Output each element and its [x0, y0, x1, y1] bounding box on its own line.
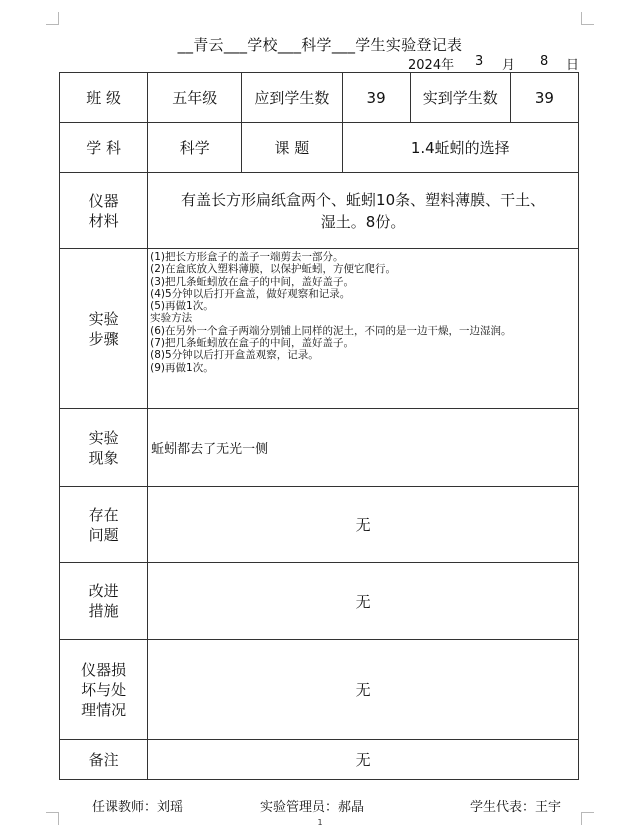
problems-label: [60, 487, 148, 563]
date-month-unit: 月: [502, 58, 516, 73]
label-line: 实验: [88, 428, 119, 447]
date-day: 8: [540, 54, 549, 69]
label-line: 存在: [88, 505, 119, 524]
step-item: (9)再做1次。: [150, 361, 214, 374]
step-item: 实验方法: [150, 312, 193, 325]
label-line: 步骤: [88, 329, 119, 348]
lab-admin-signature: 实验管理员：郝晶: [260, 800, 365, 815]
damage-value: 无: [148, 640, 579, 740]
materials-line: 有盖长方形扁纸盒两个、蚯蚓10条、塑料薄膜、干土、: [181, 190, 546, 209]
table-row: [60, 487, 579, 563]
materials-line: 湿土。8份。: [320, 212, 406, 231]
step-item: (6)在另外一个盒子两端分别铺上同样的泥土，不同的是一边干燥，一边湿润。: [150, 324, 512, 337]
label-line: 坏与处: [81, 680, 127, 699]
class-label: 班 级: [60, 73, 148, 123]
table-row: [60, 73, 579, 123]
improvements-value: 无: [148, 563, 579, 640]
label-line: 改进: [88, 582, 119, 600]
table-row: [60, 640, 579, 740]
step-item: (3)把几条蚯蚓放在盒子的中间，盖好盖子。: [150, 275, 355, 288]
label-line: 问题: [88, 525, 119, 544]
table-row: [60, 563, 579, 640]
steps-value: [148, 249, 579, 409]
experiment-record-table: [59, 72, 579, 780]
phenomenon-label: [60, 409, 148, 487]
subject-label: 学 科: [60, 123, 148, 173]
materials-value: [148, 173, 579, 249]
materials-label: [60, 173, 148, 249]
remarks-label: 备注: [60, 740, 148, 780]
phenomenon-value: 蚯蚓都去了无光一侧: [148, 409, 579, 487]
date-day-unit: 日: [566, 58, 580, 73]
table-row: [60, 123, 579, 173]
class-value: 五年级: [148, 73, 242, 123]
step-item: (4)5分钟以后打开盒盖，做好观察和记录。: [150, 287, 351, 300]
label-line: 仪器损: [81, 660, 127, 679]
table-row: [60, 409, 579, 487]
page-corner-mark: [581, 12, 594, 25]
table-row: [60, 173, 579, 249]
step-item: (2)在盒底放入塑料薄膜，以保护蚯蚓，方便它爬行。: [150, 263, 397, 276]
subject-value: 科学: [148, 123, 242, 173]
problems-value: 无: [148, 487, 579, 563]
table-row: [60, 249, 579, 409]
table-row: [60, 740, 579, 780]
topic-label: 课 题: [242, 123, 342, 173]
page-number: 1: [317, 818, 323, 827]
student-rep-signature: 学生代表：王宇: [470, 800, 562, 815]
expected-students-value: 39: [342, 73, 410, 123]
improvements-label: [60, 563, 148, 640]
step-item: (5)再做1次。: [150, 300, 214, 313]
teacher-signature: 任课教师：刘瑶: [92, 800, 184, 815]
label-line: 现象: [88, 448, 119, 467]
actual-students-value: 39: [510, 73, 578, 123]
damage-label: [60, 640, 148, 740]
step-item: (7)把几条蚯蚓放在盒子的中间，盖好盖子。: [150, 337, 355, 350]
date-month: 3: [475, 54, 484, 69]
topic-value: 1.4蚯蚓的选择: [342, 123, 578, 173]
step-item: (1)把长方形盒子的盖子一端剪去一部分。: [150, 251, 344, 263]
form-title: __青云___学校___科学___学生实验登记表: [177, 36, 463, 54]
label-line: 措施: [88, 602, 119, 620]
steps-label: [60, 249, 148, 409]
label-line: 实验: [88, 309, 119, 328]
label-line: 理情况: [81, 700, 127, 719]
label-line: 材料: [88, 211, 119, 230]
label-line: 仪器: [88, 191, 119, 210]
date-year: 2024年: [408, 58, 455, 73]
page-corner-mark: [46, 12, 59, 25]
step-item: (8)5分钟以后打开盒盖观察，记录。: [150, 349, 319, 362]
actual-students-label: 实到学生数: [410, 73, 510, 123]
remarks-value: 无: [148, 740, 579, 780]
expected-students-label: 应到学生数: [242, 73, 342, 123]
